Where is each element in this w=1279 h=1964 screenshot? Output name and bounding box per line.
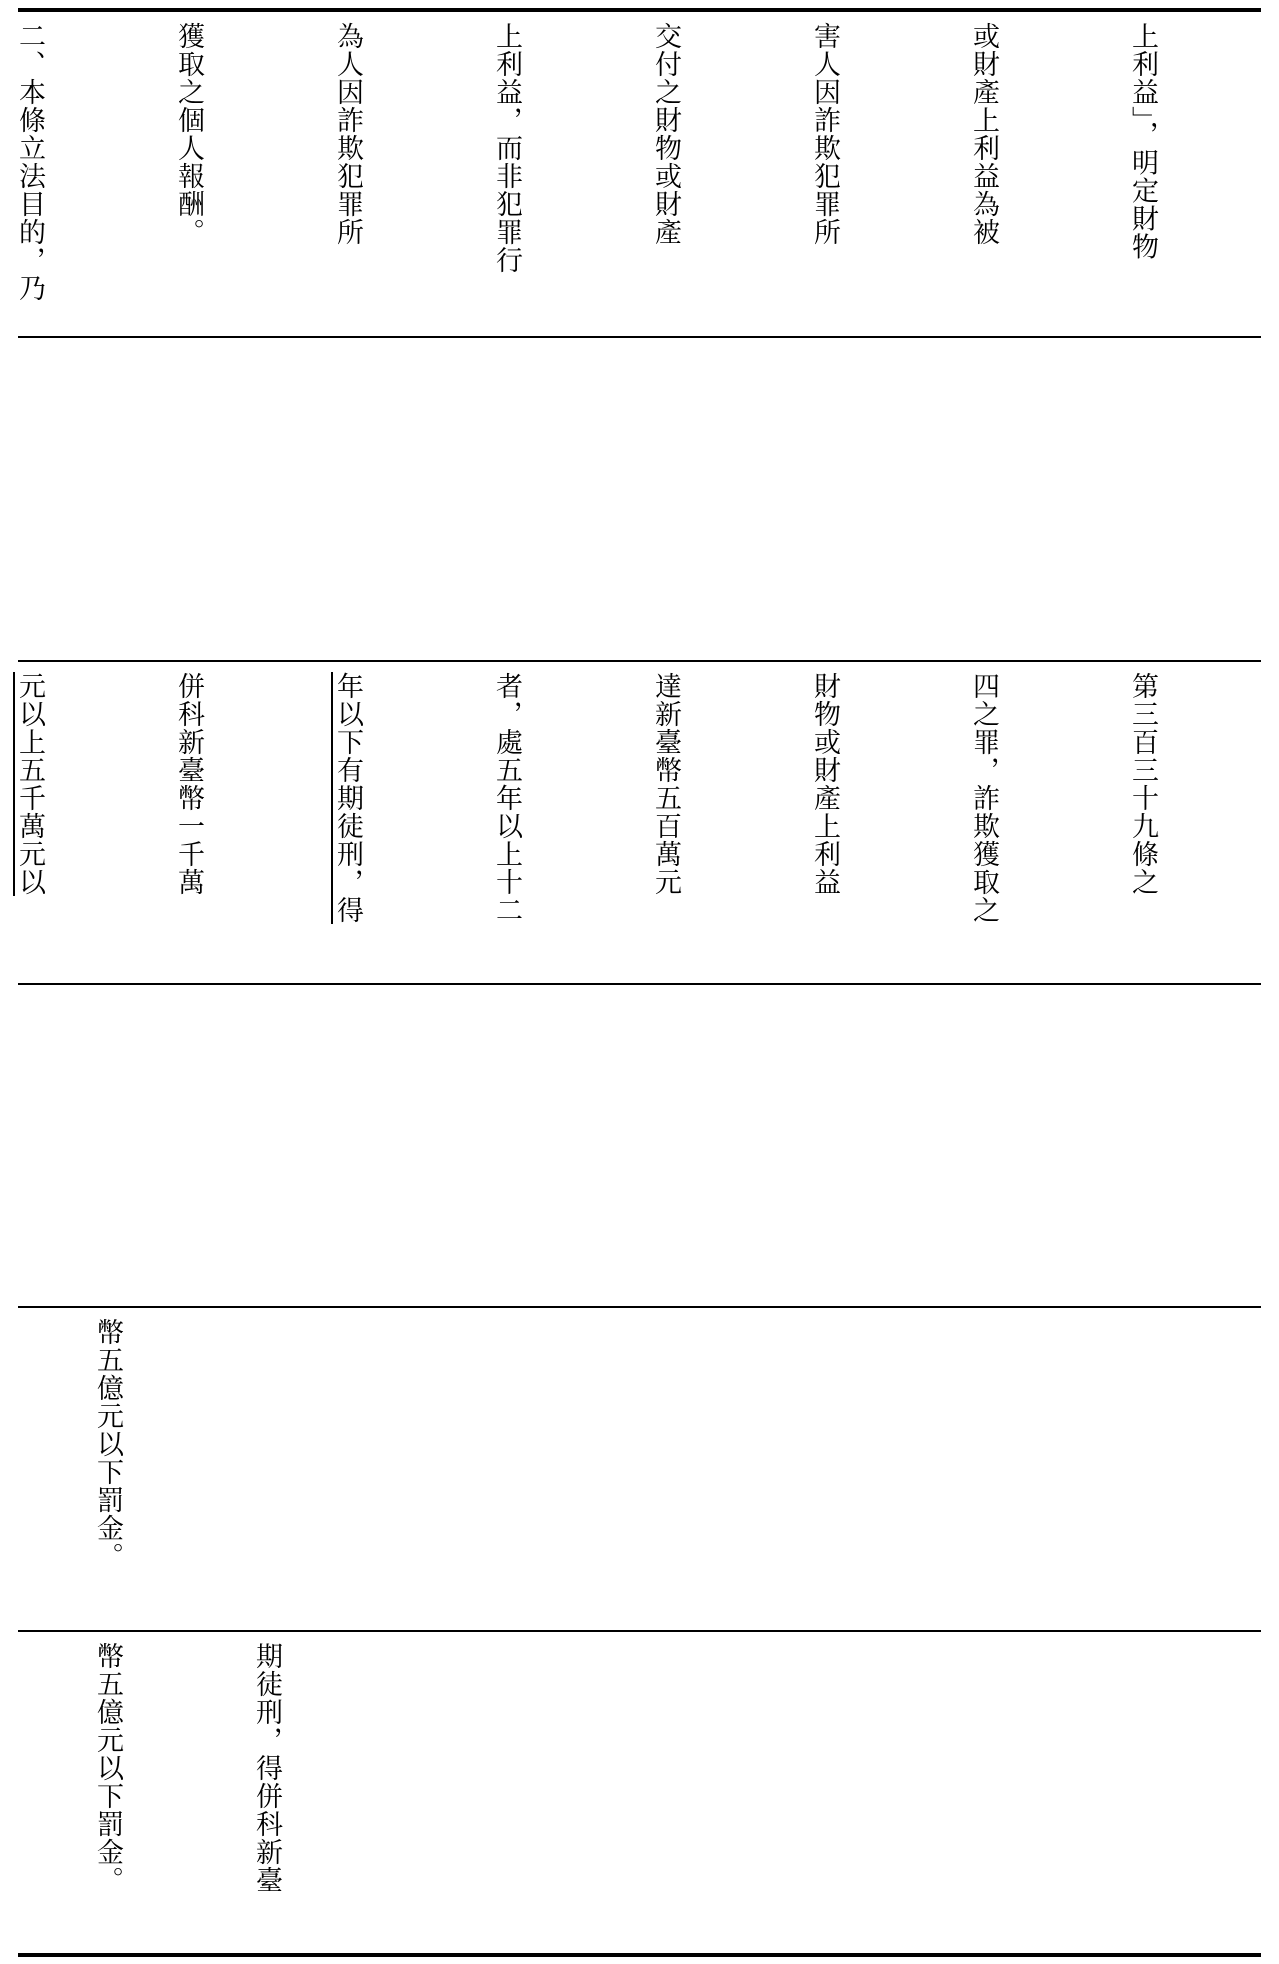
explanation-column — [0, 22, 1275, 328]
row-divider-1 — [18, 336, 1261, 338]
text-line: 幣五億元以下罰金。 — [92, 1318, 123, 1570]
text-line: 期徒刑，得併科新臺 — [251, 1642, 282, 1894]
proposal-column — [0, 672, 1275, 978]
text-line: 交付之財物或財產 — [650, 22, 681, 246]
fine-clause-column — [28, 1318, 240, 1624]
text-line: 併科新臺幣一千萬 — [173, 672, 204, 896]
text-line: 上利益，而非犯罪行 — [491, 22, 522, 274]
text-line: 為人因詐欺犯罪所 — [332, 22, 363, 246]
text-line: 第三百三十九條之 — [1127, 672, 1158, 896]
text-line: 二、本條立法目的，乃 — [14, 22, 45, 302]
top-border — [18, 8, 1261, 12]
text-line: 或財產上利益為被 — [968, 22, 999, 246]
text-line: 財物或財產上利益 — [809, 672, 840, 896]
text-line: 者，處五年以上十二 — [491, 672, 522, 924]
text-line: 上利益」，明定財物 — [1127, 22, 1158, 261]
amended-text-line: 元以上五千萬元以 — [14, 672, 45, 896]
row-divider-3 — [18, 983, 1261, 985]
text-line: 達新臺幣五百萬元 — [650, 672, 681, 896]
row-divider-2 — [18, 660, 1261, 662]
text-line: 幣五億元以下罰金。 — [92, 1642, 123, 1894]
sentence-clause-column — [28, 1642, 399, 1948]
row-divider-4 — [18, 1306, 1261, 1308]
text-line: 四之罪，詐欺獲取之 — [968, 672, 999, 924]
amended-text-line: 年以下有期徒刑，得 — [332, 672, 363, 924]
row-divider-5 — [18, 1630, 1261, 1632]
text-line: 獲取之個人報酬。 — [173, 22, 204, 246]
text-line: 害人因詐欺犯罪所 — [809, 22, 840, 246]
bottom-border — [18, 1953, 1261, 1957]
